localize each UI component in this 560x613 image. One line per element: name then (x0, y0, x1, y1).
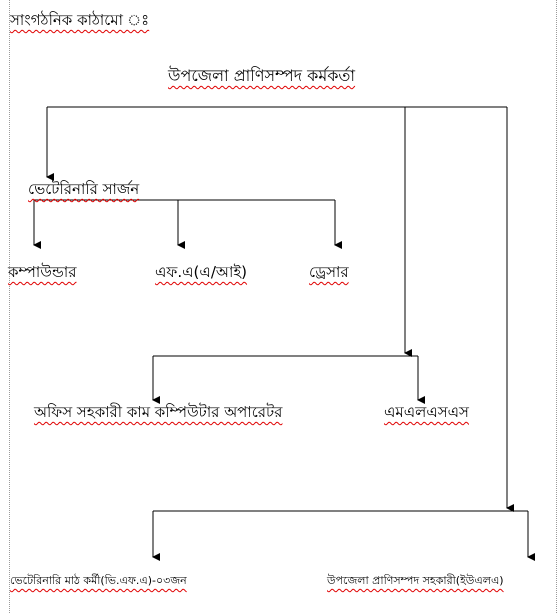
node-dresser: ড্রেসার (309, 263, 349, 281)
node-upazila-livestock-officer: উপজেলা প্রাণিসম্পদ কর্মকর্তা (168, 66, 356, 85)
node-veterinary-field-worker: ভেটেরিনারি মাঠ কর্মী(ভি.এফ.এ)-০৩জন (10, 574, 187, 587)
node-upazila-livestock-assistant: উপজেলা প্রাণিসম্পদ সহকারী(ইউএলএ) (327, 574, 504, 587)
node-mlss: এমএলএসএস (384, 403, 469, 421)
node-compounder: কম্পাউন্ডার (8, 263, 77, 281)
node-fa-ai: এফ.এ(এ/আই) (155, 263, 248, 281)
node-veterinary-surgeon: ভেটেরিনারি সার্জন (28, 180, 140, 198)
page-heading: সাংগঠনিক কাঠামো ঃ (10, 11, 150, 29)
node-office-assistant-computer-operator: অফিস সহকারী কাম কম্পিউটার অপারেটর (34, 403, 283, 421)
